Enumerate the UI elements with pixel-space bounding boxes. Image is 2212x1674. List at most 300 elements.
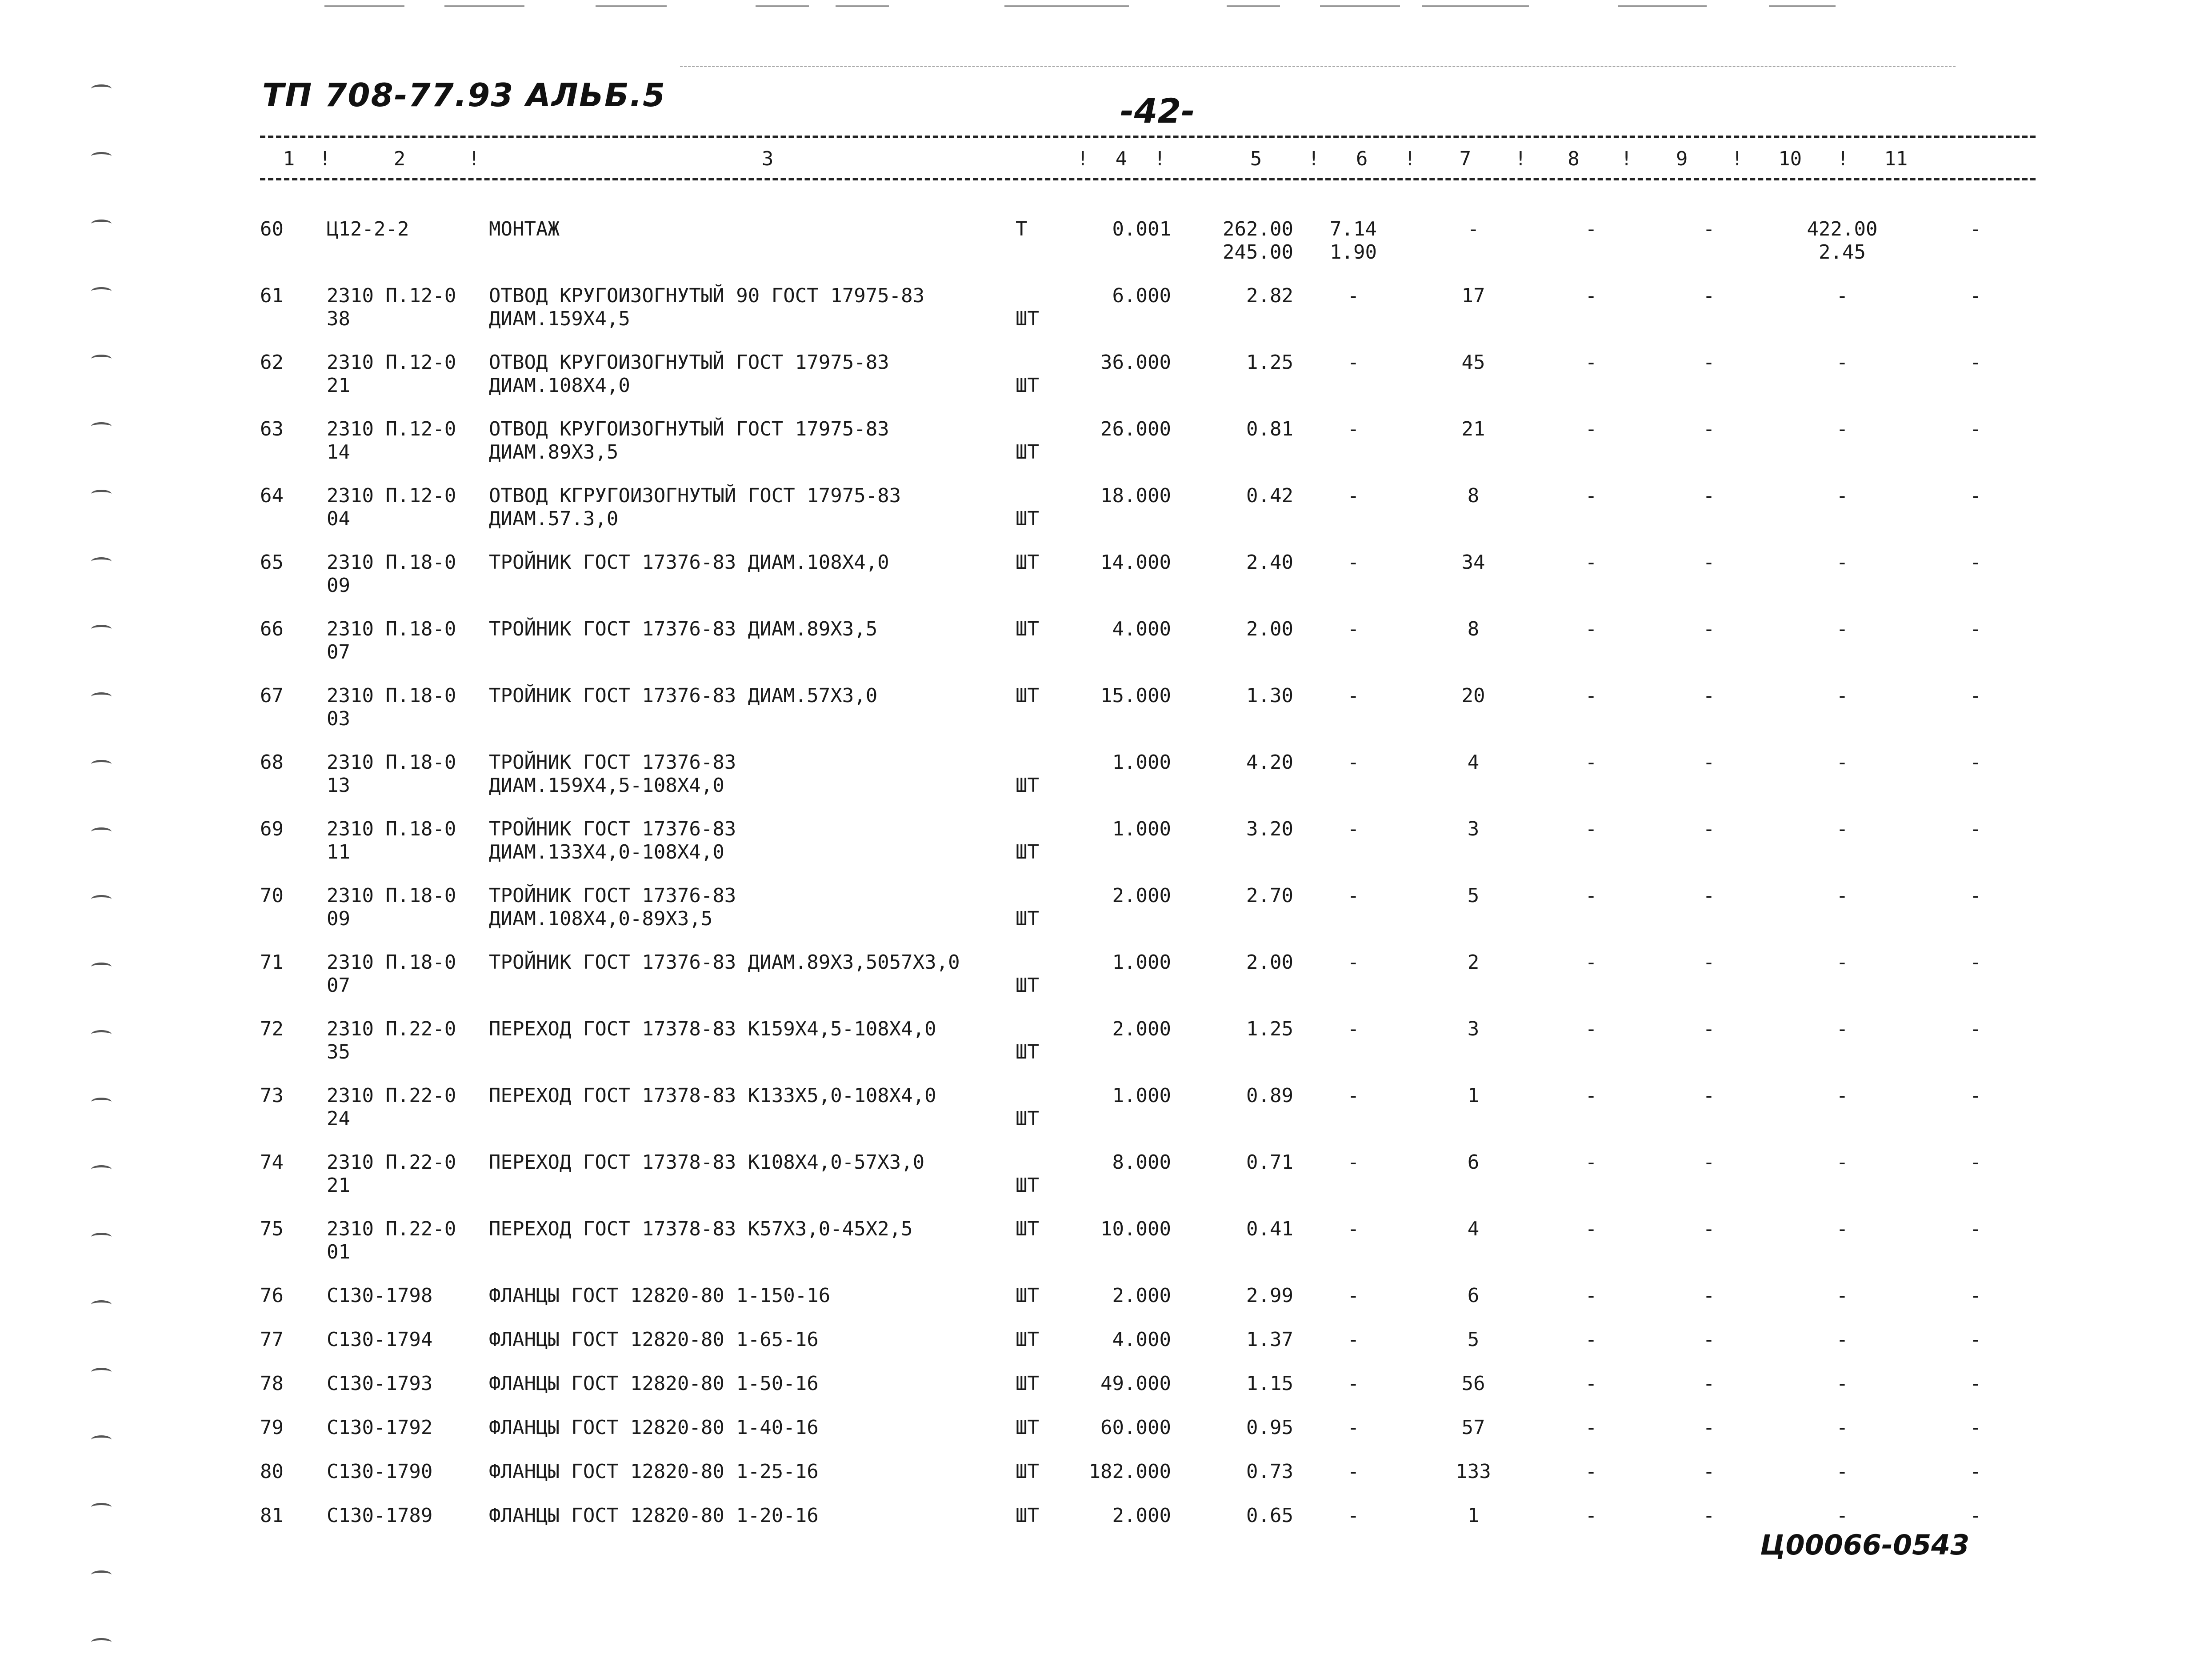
col-7-value-line: 2 [1467,951,1480,974]
unit: ШТ [1016,1460,1039,1483]
row-number [260,484,327,551]
item-name [489,1504,1016,1548]
col-10-value-line: - [1836,551,1848,574]
binder-hole-mark [91,760,112,768]
binder-hole-mark [91,152,112,160]
unit: ШТ [1016,374,1039,397]
unit: ШТ [1016,684,1039,707]
col-sep: ! [319,148,331,170]
rate-code-line: 2310 П.18-0 [327,684,456,707]
binder-hole-mark [91,422,112,431]
row-number-line: 71 [260,951,284,974]
col-8-value-line: - [1585,1218,1597,1240]
col-11-value [1916,1372,2036,1416]
col-5-value [1171,351,1293,418]
col-10-value [1769,1018,1916,1084]
item-name [489,418,1016,484]
col-5-value-line: 0.95 [1246,1416,1293,1439]
col-7-value [1413,1328,1533,1372]
col-8-value [1533,1151,1649,1218]
item-name-line: ДИАМ.108Х4,0-89Х3,5 [489,907,713,930]
rate-code-line: 35 [327,1041,350,1063]
col-5-value [1171,684,1293,751]
col-9-value [1649,551,1769,618]
col-8-value-line: - [1585,951,1597,974]
col-5-value-line: 1.37 [1246,1328,1293,1351]
rate-code-line: 11 [327,841,350,863]
quantity-line: 182.000 [1088,1460,1171,1483]
rate-code-line: 13 [327,774,350,797]
col-5-value-line: 4.20 [1246,751,1293,774]
rate-code [327,484,489,551]
item-name-line: ДИАМ.133Х4,0-108Х4,0 [489,841,724,863]
rate-code-line: С130-1793 [327,1372,433,1395]
col-10-value [1769,351,1916,418]
rate-code-line: 2310 П.12-0 [327,418,456,440]
col-6-value [1293,618,1413,684]
col-8-value [1533,1416,1649,1460]
unit-cell [1016,618,1056,684]
col-11-value-line: - [1969,1460,1982,1483]
col-9-value [1649,218,1769,284]
col-8-value [1533,751,1649,818]
table-row [260,1328,2036,1372]
col-5-value [1171,551,1293,618]
row-number [260,1084,327,1151]
col-10-value-line: - [1836,1284,1848,1307]
col-10-value-line: - [1836,1460,1848,1483]
unit: ШТ [1016,907,1039,930]
col-7-value-line: 57 [1461,1416,1485,1439]
binder-hole-mark [91,490,112,498]
col-7-value [1413,1460,1533,1504]
col-6-value-line: - [1347,818,1360,840]
unit: ШТ [1016,1284,1039,1307]
unit: ШТ [1016,308,1039,330]
col-8-value [1533,818,1649,884]
rate-code-line: 2310 П.12-0 [327,484,456,507]
col-5-value [1171,1416,1293,1460]
row-number [260,1284,327,1328]
row-number-line: 68 [260,751,284,774]
col-9-value-line: - [1703,484,1715,507]
item-name [489,218,1016,284]
row-number-line: 63 [260,418,284,440]
col-11-value-line: - [1969,551,1982,574]
col-10-value [1769,484,1916,551]
quantity [1056,1372,1171,1416]
col-8-value [1533,1018,1649,1084]
rate-code [327,618,489,684]
col-8-value-line: - [1585,484,1597,507]
col-5-value-line: 0.71 [1246,1151,1293,1174]
col-8-value [1533,618,1649,684]
quantity-line: 26.000 [1100,418,1171,440]
scan-mark [1484,5,1529,7]
binder-hole-mark [91,557,112,566]
rate-code-line: 07 [327,974,350,997]
col-6-value-line: 7.14 [1330,218,1377,240]
binder-hole-mark [91,625,112,633]
col-9-value-line: - [1703,1460,1715,1483]
col-11-value [1916,751,2036,818]
binder-hole-mark [91,1638,112,1646]
col-sep: ! [468,148,480,170]
col-head-8: 8 [1568,148,1580,170]
col-9-value [1649,1084,1769,1151]
col-9-value-line: - [1703,551,1715,574]
col-11-value [1916,218,2036,284]
col-7-value-line: 5 [1467,1328,1480,1351]
quantity [1056,1416,1171,1460]
col-10-value [1769,951,1916,1018]
quantity-line: 14.000 [1100,551,1171,574]
rate-code-line: 04 [327,507,350,530]
col-7-value-line: 8 [1467,618,1480,640]
rate-code [327,351,489,418]
col-6-value [1293,551,1413,618]
unit: ШТ [1016,551,1039,574]
col-11-value-line: - [1969,218,1982,240]
row-number-line: 70 [260,884,284,907]
col-5-value-line: 0.42 [1246,484,1293,507]
row-number-line: 67 [260,684,284,707]
col-6-value [1293,1218,1413,1284]
table-row [260,284,2036,351]
unit-cell [1016,484,1056,551]
item-name-line: ОТВОД КРУГОИЗОГНУТЫЙ ГОСТ 17975-83 [489,418,889,440]
row-number [260,418,327,484]
scan-mark [596,5,667,7]
col-10-value-line: - [1836,884,1848,907]
unit-cell [1016,884,1056,951]
row-number [260,1460,327,1504]
item-name-line: ФЛАНЦЫ ГОСТ 12820-80 1-25-16 [489,1460,819,1483]
unit-cell [1016,284,1056,351]
rate-code [327,751,489,818]
col-6-value-line: - [1347,1018,1360,1040]
col-6-value [1293,751,1413,818]
item-name-line: ФЛАНЦЫ ГОСТ 12820-80 1-20-16 [489,1504,819,1527]
col-10-value [1769,618,1916,684]
quantity [1056,551,1171,618]
col-7-value [1413,284,1533,351]
row-number-line: 80 [260,1460,284,1483]
col-head-5: 5 [1250,148,1262,170]
col-6-value [1293,884,1413,951]
col-5-value-line: 1.25 [1246,1018,1293,1040]
binder-hole-mark [91,1435,112,1444]
col-8-value-line: - [1585,1284,1597,1307]
col-head-2: 2 [393,148,406,170]
col-6-value-line: - [1347,684,1360,707]
col-7-value [1413,951,1533,1018]
row-number-line: 78 [260,1372,284,1395]
col-7-value-line: 17 [1461,284,1485,307]
col-5-value [1171,1504,1293,1548]
quantity [1056,1284,1171,1328]
unit: ШТ [1016,974,1039,997]
col-9-value [1649,884,1769,951]
unit-cell [1016,351,1056,418]
table-row [260,1416,2036,1460]
col-11-value [1916,1460,2036,1504]
col-11-value [1916,484,2036,551]
col-5-value [1171,1018,1293,1084]
col-6-value [1293,1328,1413,1372]
unit-cell [1016,1218,1056,1284]
col-7-value [1413,1416,1533,1460]
unit: ШТ [1016,1174,1039,1197]
col-6-value [1293,1504,1413,1548]
quantity [1056,1218,1171,1284]
scan-mark [836,5,889,7]
col-8-value-line: - [1585,418,1597,440]
col-6-value [1293,1460,1413,1504]
unit: Т [1016,218,1028,240]
col-6-value [1293,1372,1413,1416]
binder-hole-mark [91,1300,112,1309]
col-5-value-line: 0.41 [1246,1218,1293,1240]
col-8-value-line: - [1585,1084,1597,1107]
col-9-value [1649,1284,1769,1328]
col-5-value-line: 2.00 [1246,618,1293,640]
row-number [260,884,327,951]
col-10-value [1769,1416,1916,1460]
col-head-11: 11 [1884,148,1908,170]
table-row [260,1372,2036,1416]
col-6-value-line: - [1347,1328,1360,1351]
row-number [260,351,327,418]
col-11-value [1916,1084,2036,1151]
col-11-value-line: - [1969,1372,1982,1395]
item-name-line: ДИАМ.108Х4,0 [489,374,630,397]
col-head-1: 1 [283,148,295,170]
rate-code-line: 03 [327,707,350,730]
col-8-value [1533,951,1649,1018]
col-10-value-line: - [1836,1218,1848,1240]
table-row [260,1218,2036,1284]
col-9-value-line: - [1703,1504,1715,1527]
col-11-value [1916,284,2036,351]
col-7-value [1413,1151,1533,1218]
col-10-value-line: - [1836,484,1848,507]
quantity [1056,751,1171,818]
item-name-line: ОТВОД КРУГОИЗОГНУТЫЙ 90 ГОСТ 17975-83 [489,284,925,307]
col-9-value-line: - [1703,418,1715,440]
col-8-value [1533,484,1649,551]
col-11-value-line: - [1969,1504,1982,1527]
rate-code-line: 2310 П.18-0 [327,951,456,974]
col-7-value [1413,751,1533,818]
col-11-value-line: - [1969,684,1982,707]
page-number: -42- [1120,91,1195,131]
col-6-value-line: - [1347,484,1360,507]
col-6-value-line: - [1347,751,1360,774]
col-sep: ! [1731,148,1743,170]
row-number [260,551,327,618]
item-name [489,484,1016,551]
stamp-code: Ц00066-05 [1760,1529,1932,1561]
col-7-value-line: 6 [1467,1284,1480,1307]
col-10-value-line: - [1836,818,1848,840]
col-9-value [1649,1018,1769,1084]
col-10-value [1769,1284,1916,1328]
binder-hole-mark [91,1165,112,1174]
quantity [1056,684,1171,751]
rate-code-line: 2310 П.18-0 [327,618,456,640]
rate-code [327,1218,489,1284]
quantity-line: 49.000 [1100,1372,1171,1395]
row-number [260,1504,327,1548]
col-6-value-line: - [1347,951,1360,974]
scan-mark [1227,5,1280,7]
item-name-line: ТРОЙНИК ГОСТ 17376-83 [489,751,736,774]
col-10-value-line: - [1836,351,1848,374]
col-10-value-line: - [1836,951,1848,974]
item-name-line: ОТВОД КГРУГОИЗОГНУТЫЙ ГОСТ 17975-83 [489,484,901,507]
binder-hole-mark [91,355,112,363]
item-name [489,551,1016,618]
col-10-value-line: - [1836,618,1848,640]
col-8-value-line: - [1585,1460,1597,1483]
col-5-value-line: 0.65 [1246,1504,1293,1527]
col-9-value [1649,1416,1769,1460]
header-rule-bottom [260,178,2036,180]
col-8-value-line: - [1585,351,1597,374]
document-code: ТП 708-77.93 АЛЬБ.5 [262,76,666,114]
col-6-value-line: - [1347,1504,1360,1527]
col-sep: ! [1515,148,1527,170]
col-5-value-line: 245.00 [1223,241,1293,264]
col-10-value-line: 2.45 [1819,241,1866,264]
unit-cell [1016,218,1056,284]
unit: ШТ [1016,1372,1039,1395]
col-10-value [1769,551,1916,618]
row-number [260,1018,327,1084]
row-number [260,218,327,284]
col-head-10: 10 [1778,148,1802,170]
col-head-3: 3 [761,148,774,170]
col-10-value [1769,751,1916,818]
quantity [1056,418,1171,484]
unit-cell [1016,1284,1056,1328]
table-row [260,218,2036,284]
binder-hole-mark [91,220,112,228]
row-number-line: 76 [260,1284,284,1307]
col-7-value-line: 3 [1467,818,1480,840]
col-9-value-line: - [1703,1328,1715,1351]
col-5-value-line: 1.25 [1246,351,1293,374]
col-8-value [1533,1504,1649,1548]
col-8-value-line: - [1585,284,1597,307]
col-6-value-line: 1.90 [1330,241,1377,264]
rate-code [327,1018,489,1084]
unit-cell [1016,1372,1056,1416]
scan-mark [680,66,1956,67]
item-name [489,818,1016,884]
quantity-line: 4.000 [1112,1328,1171,1351]
col-8-value-line: - [1585,884,1597,907]
quantity-line: 18.000 [1100,484,1171,507]
col-10-value-line: - [1836,1372,1848,1395]
unit: ШТ [1016,1328,1039,1351]
item-name-line: ФЛАНЦЫ ГОСТ 12820-80 1-50-16 [489,1372,819,1395]
quantity-line: 10.000 [1100,1218,1171,1240]
unit: ШТ [1016,774,1039,797]
row-number-line: 75 [260,1218,284,1240]
row-number [260,284,327,351]
col-8-value [1533,1218,1649,1284]
quantity [1056,1151,1171,1218]
col-9-value-line: - [1703,1218,1715,1240]
rate-code [327,551,489,618]
item-name [489,1218,1016,1284]
binder-holes [91,84,118,1640]
rate-code [327,884,489,951]
rate-code [327,1151,489,1218]
col-10-value [1769,1151,1916,1218]
col-6-value [1293,1151,1413,1218]
col-5-value [1171,418,1293,484]
binder-hole-mark [91,84,112,93]
quantity-line: 4.000 [1112,618,1171,640]
col-7-value [1413,1284,1533,1328]
row-number-line: 81 [260,1504,284,1527]
col-6-value [1293,951,1413,1018]
unit-cell [1016,1460,1056,1504]
col-9-value [1649,684,1769,751]
col-8-value [1533,1460,1649,1504]
col-7-value-line: 3 [1467,1018,1480,1040]
rate-code [327,218,489,284]
col-7-value [1413,818,1533,884]
table-row [260,1151,2036,1218]
quantity [1056,1460,1171,1504]
item-name [489,1328,1016,1372]
col-7-value [1413,884,1533,951]
col-8-value-line: - [1585,818,1597,840]
col-6-value-line: - [1347,884,1360,907]
col-9-value-line: - [1703,884,1715,907]
rate-code-line: 21 [327,1174,350,1197]
rate-code [327,1284,489,1328]
rate-code [327,418,489,484]
row-number-line: 60 [260,218,284,240]
col-6-value-line: - [1347,1284,1360,1307]
col-5-value [1171,1151,1293,1218]
quantity-line: 2.000 [1112,1018,1171,1040]
col-7-value-line: 45 [1461,351,1485,374]
table-row [260,751,2036,818]
col-10-value [1769,884,1916,951]
col-5-value [1171,884,1293,951]
col-8-value-line: - [1585,1328,1597,1351]
unit-cell [1016,1084,1056,1151]
col-10-value [1769,218,1916,284]
item-name [489,751,1016,818]
scan-mark [1618,5,1707,7]
col-11-value [1916,1018,2036,1084]
col-8-value [1533,1372,1649,1416]
binder-hole-mark [91,963,112,971]
quantity [1056,884,1171,951]
col-5-value-line: 0.81 [1246,418,1293,440]
col-5-value [1171,818,1293,884]
col-11-value-line: - [1969,1328,1982,1351]
col-11-value-line: - [1969,284,1982,307]
col-7-value-line: 5 [1467,884,1480,907]
